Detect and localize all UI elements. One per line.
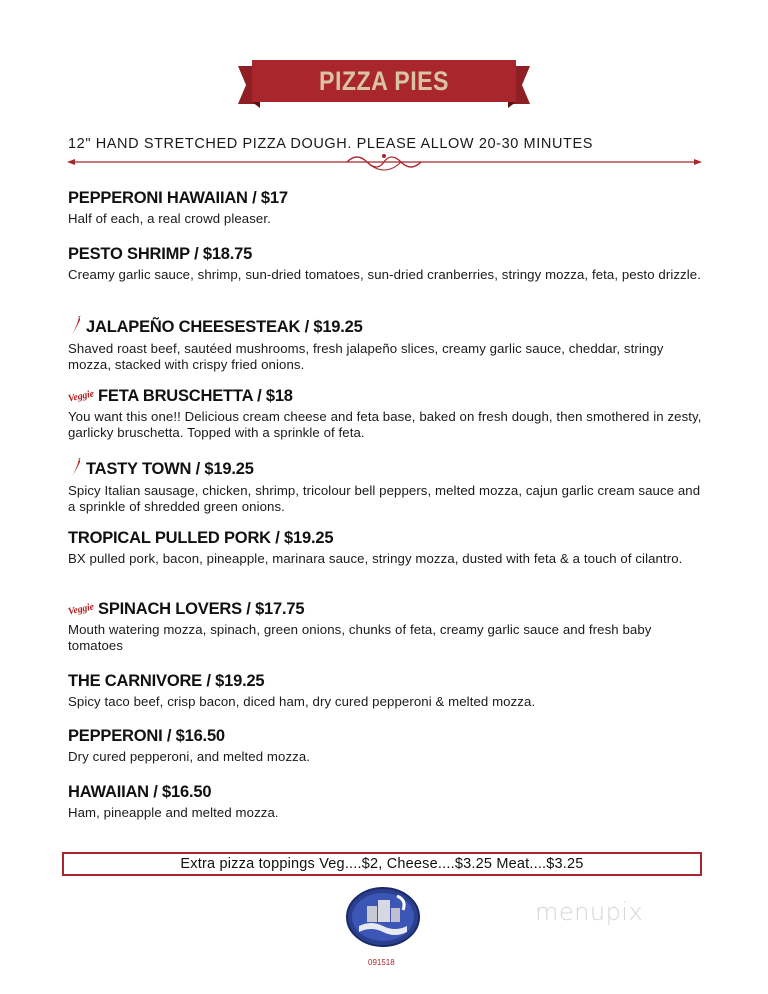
menu-item (68, 727, 708, 765)
veggie-icon: Veggie (67, 601, 95, 618)
menu-item-title (68, 316, 708, 338)
chili-pepper-icon (68, 458, 82, 480)
menu-item (68, 458, 708, 514)
menu-item-name: SPINACH LOVERS / $17.75 (98, 600, 305, 618)
menu-item-name: PESTO SHRIMP / $18.75 (68, 245, 253, 263)
menu-item-name: PEPPERONI / $16.50 (68, 727, 225, 745)
menu-item-description: Shaved roast beef, sautéed mushrooms, fresh jalapeño slices, creamy garlic sauce, cheddar, stringy mozza, stacked with crispy fried onions. (68, 341, 664, 372)
page-title: PIZZA PIES (319, 66, 449, 96)
menu-item-description: BX pulled pork, bacon, pineapple, marinara sauce, stringy mozza, dusted with feta & a touch of cilantro. (68, 551, 683, 566)
menu-item-description: Mouth watering mozza, spinach, green onions, chunks of feta, creamy garlic sauce and fresh baby tomatoes (68, 622, 652, 653)
menu-item-description: Spicy taco beef, crisp bacon, diced ham, dry cured pepperoni & melted mozza. (68, 694, 536, 709)
restaurant-logo (345, 886, 421, 948)
menu-item-title (68, 245, 708, 264)
menu-item-name: JALAPEÑO CHEESESTEAK / $19.25 (86, 317, 363, 336)
menu-item-title (68, 458, 708, 480)
menu-item (68, 783, 708, 821)
extra-toppings-text: Extra pizza toppings Veg....$2, Cheese....$3.25 Meat....$3.25 (180, 856, 584, 872)
menu-item-title (68, 529, 708, 548)
menu-item-name: HAWAIIAN / $16.50 (68, 783, 212, 801)
menu-item-name: THE CARNIVORE / $19.25 (68, 672, 265, 690)
menu-item (68, 529, 708, 567)
menu-item-name: FETA BRUSCHETTA / $18 (98, 387, 293, 405)
menu-item-name: PEPPERONI HAWAIIAN / $17 (68, 189, 288, 207)
menu-item (68, 387, 708, 440)
watermark: menupix (535, 898, 644, 926)
veggie-icon: Veggie (67, 388, 95, 405)
menu-item-description: You want this one!! Delicious cream cheese and feta base, baked on fresh dough, then smothered in zesty, garlicky bruschetta. Topped with a sprinkle of feta. (68, 409, 702, 440)
title-banner (238, 58, 530, 110)
menu-item (68, 245, 708, 283)
menu-item-title (68, 387, 708, 406)
menu-subtitle: 12" HAND STRETCHED PIZZA DOUGH. PLEASE ALLOW 20-30 MINUTES (68, 136, 594, 152)
menu-item-name: TASTY TOWN / $19.25 (86, 459, 254, 478)
menu-code: 091518 (368, 958, 395, 967)
menu-item-title (68, 727, 708, 746)
extra-toppings-box (62, 852, 702, 876)
menu-item-description: Spicy Italian sausage, chicken, shrimp, tricolour bell peppers, melted mozza, cajun garlic cream sauce and a sprinkle of shredded green onions. (68, 483, 701, 514)
ornamental-divider (67, 150, 702, 176)
menu-item-title (68, 600, 708, 619)
menu-item-description: Dry cured pepperoni, and melted mozza. (68, 749, 311, 764)
menu-item-title (68, 189, 708, 208)
menu-item-description: Half of each, a real crowd pleaser. (68, 211, 271, 226)
menu-item-name: TROPICAL PULLED PORK / $19.25 (68, 529, 334, 547)
menu-item-description: Ham, pineapple and melted mozza. (68, 805, 279, 820)
menu-item-title (68, 783, 708, 802)
chili-pepper-icon (68, 316, 82, 338)
menu-item (68, 189, 708, 227)
menu-item (68, 316, 708, 372)
menu-item (68, 672, 708, 710)
menu-item-title (68, 672, 708, 691)
menu-item (68, 600, 708, 653)
menu-item-description: Creamy garlic sauce, shrimp, sun-dried tomatoes, sun-dried cranberries, stringy mozza, feta, pesto drizzle. (68, 267, 701, 282)
